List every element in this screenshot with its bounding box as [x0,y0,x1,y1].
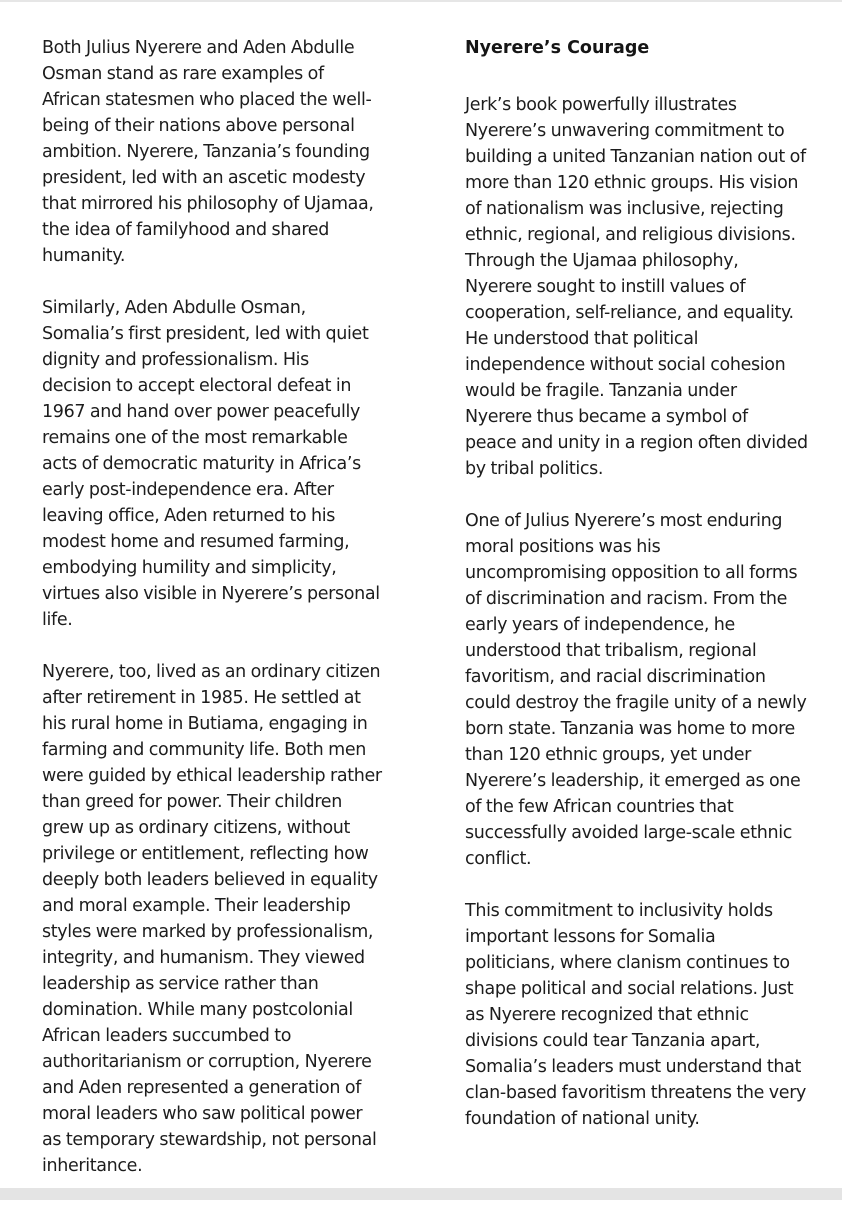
page-top-edge [0,0,842,2]
left-column [42,35,408,1205]
right-column [465,35,831,1158]
section-heading: Nyerere’s Courage [465,38,650,58]
paragraph-anti-discrimination: One of Julius Nyerere’s most enduring moral positions was his uncompromising opposition to all forms of discrimination and racism. From the early years of independence, he understood that tribalism, regional favoritism, and racial discrimination could destroy the fragile unity of a newly born state. Tanzania was home to more than 120 ethnic groups, yet under Nyerere’s leadership, it emerged as one of the few African countries that successfully avoided large-scale ethnic conflict. [465,511,807,869]
paragraph-jerk-book: Jerk’s book powerfully illustrates Nyerere’s unwavering commitment to building a united Tanzanian nation out of more than 120 ethnic groups. His vision of nationalism was inclusive, rejecting ethnic, regional, and religious divisions. Through the Ujamaa philosophy, Nyerere sought to instill values of cooperation, self-reliance, and equality. He understood that political independence without social cohesion would be fragile. Tanzania under Nyerere thus became a symbol of peace and unity in a region often divided by tribal politics. [465,95,808,479]
paragraph-aden-osman: Similarly, Aden Abdulle Osman, Somalia’s first president, led with quiet dignity and professionalism. His decision to accept electoral defeat in 1967 and hand over power peacefully remains one of the most remarkable acts of democratic maturity in Africa’s early post-independence era. After leaving office, Aden returned to his modest home and resumed farming, embodying humility and simplicity, virtues also visible in Nyerere’s personal life. [42,298,380,630]
paragraph-nyerere-retirement: Nyerere, too, lived as an ordinary citizen after retirement in 1985. He settled at his rural home in Butiama, engaging in farming and community life. Both men were guided by ethical leadership rather than greed for power. Their children grew up as ordinary citizens, without privilege or entitlement, reflecting how deeply both leaders believed in equality and moral example. Their leadership styles were marked by professionalism, integrity, and humanism. They viewed leadership as service rather than domination. While many postcolonial African leaders succumbed to authoritarianism or corruption, Nyerere and Aden represented a generation of moral leaders who saw political power as temporary stewardship, not personal inheritance. [42,662,382,1176]
page-bottom-edge [0,1188,842,1200]
paragraph-leaders-examples: Both Julius Nyerere and Aden Abdulle Osman stand as rare examples of African statesmen who placed the well- being of their nations above personal ambition. Nyerere, Tanzania’s founding president, led with an ascetic modesty that mirrored his philosophy of Ujamaa, the idea of familyhood and shared humanity. [42,38,374,266]
paragraph-somalia-lessons: This commitment to inclusivity holds important lessons for Somalia politicians, where clanism continues to shape political and social relations. Just as Nyerere recognized that ethnic divisions could tear Tanzania apart, Somalia’s leaders must understand that clan-based favoritism threatens the very foundation of national unity. [465,901,807,1129]
